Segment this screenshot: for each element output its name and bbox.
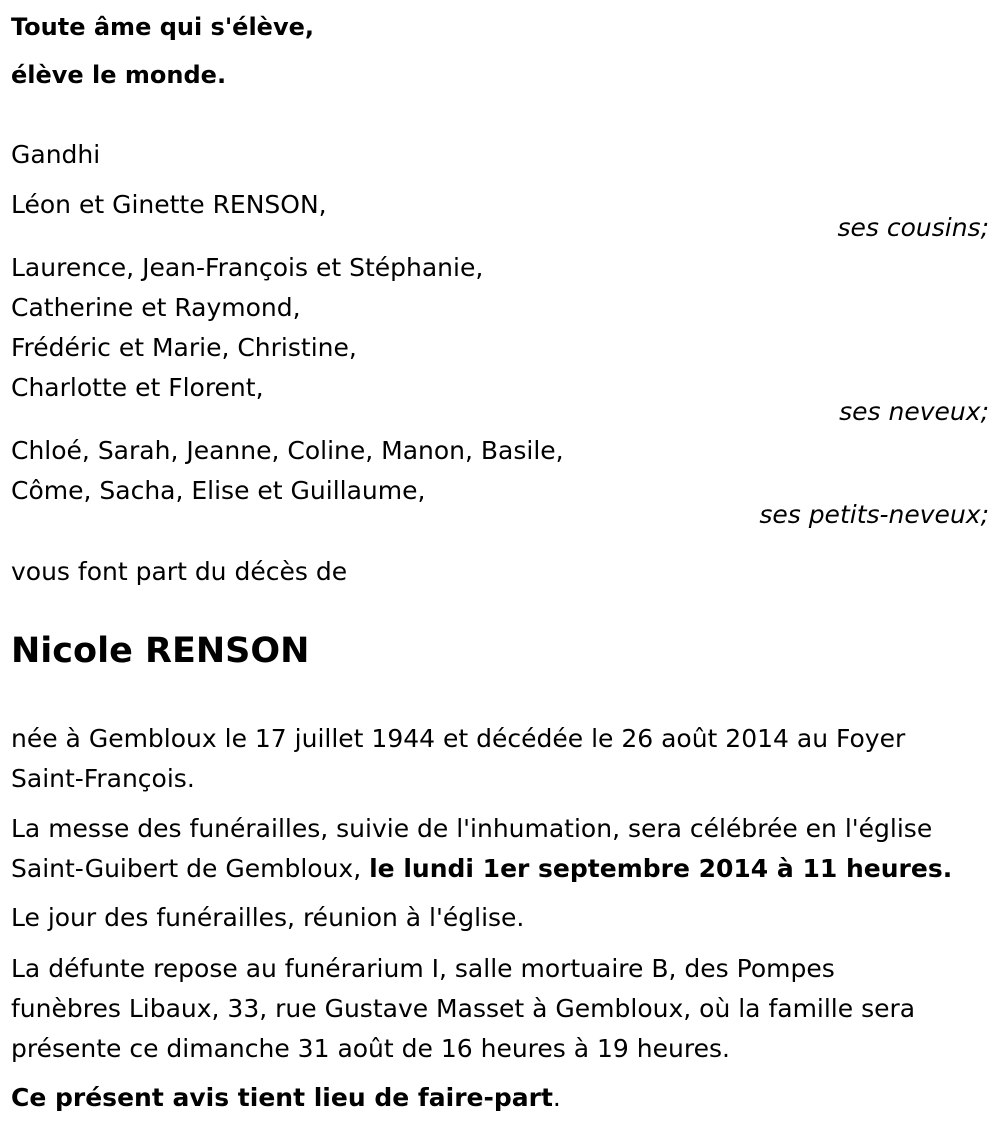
birth-death-line-2: Saint-François. — [11, 764, 195, 793]
family-nephews-line-2: Catherine et Raymond, — [11, 293, 301, 322]
reunion-text: Le jour des funérailles, réunion à l'église. — [11, 903, 525, 932]
family-nephews-line-3: Frédéric et Marie, Christine, — [11, 333, 357, 362]
closing-bold: Ce présent avis tient lieu de faire-part — [11, 1083, 553, 1112]
closing-period: . — [552, 1083, 561, 1112]
quote-line-1: Toute âme qui s'élève, — [11, 13, 314, 41]
deceased-name: Nicole RENSON — [11, 631, 310, 671]
family-grandnephews-role: ses petits-neveux; — [759, 500, 989, 529]
birth-death-line-1: née à Gembloux le 17 juillet 1944 et décédée le 26 août 2014 au Foyer — [11, 724, 906, 753]
family-cousins-names: Léon et Ginette RENSON, — [11, 190, 327, 219]
quote-author: Gandhi — [11, 140, 101, 169]
rest-line-1: La défunte repose au funérarium I, salle mortuaire B, des Pompes — [11, 954, 835, 983]
announcement-text: vous font part du décès de — [11, 557, 348, 586]
closing-line — [11, 1083, 561, 1113]
quote-line-2: élève le monde. — [11, 61, 227, 89]
funeral-line-1: La messe des funérailles, suivie de l'inhumation, sera célébrée en l'église — [11, 814, 933, 843]
family-grandnephews-line-1: Chloé, Sarah, Jeanne, Coline, Manon, Basile, — [11, 436, 564, 465]
rest-line-3: présente ce dimanche 31 août de 16 heures à 19 heures. — [11, 1034, 730, 1063]
family-nephews-role: ses neveux; — [839, 397, 989, 426]
funeral-line-2 — [11, 854, 952, 884]
family-grandnephews-line-2: Côme, Sacha, Elise et Guillaume, — [11, 476, 426, 505]
family-nephews-line-1: Laurence, Jean-François et Stéphanie, — [11, 253, 484, 282]
funeral-location: Saint-Guibert de Gembloux, — [11, 854, 370, 883]
family-cousins-role: ses cousins; — [837, 213, 989, 242]
rest-line-2: funèbres Libaux, 33, rue Gustave Masset à Gembloux, où la famille sera — [11, 994, 916, 1023]
funeral-date: le lundi 1er septembre 2014 à 11 heures. — [369, 854, 953, 883]
family-nephews-line-4: Charlotte et Florent, — [11, 373, 264, 402]
